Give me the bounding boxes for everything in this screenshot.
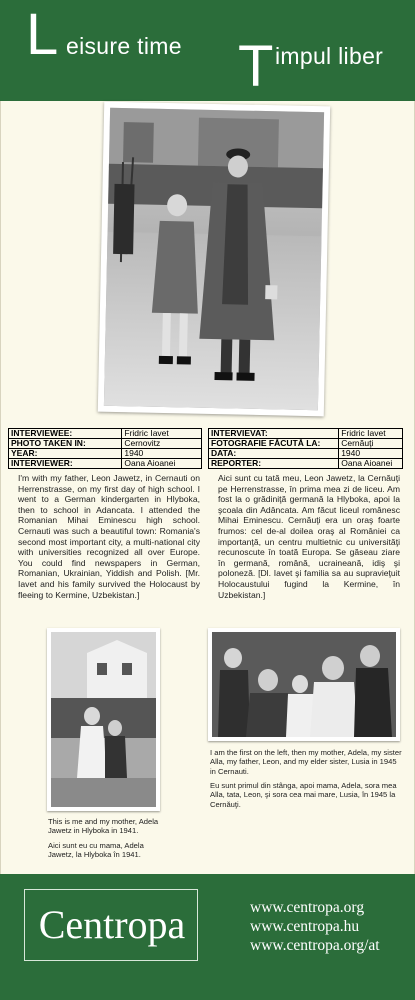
- photo-mother-son: [47, 628, 160, 811]
- info-value: Fridric Iavet: [122, 429, 202, 439]
- info-row: [9, 439, 202, 449]
- info-value: Cernăuţi: [339, 439, 403, 449]
- info-label: DATA:: [209, 449, 339, 459]
- info-label: INTERVIEWEE:: [9, 429, 122, 439]
- footer-banner: [0, 874, 415, 1000]
- title-en-text: eisure time: [66, 33, 182, 59]
- title-en-initial: L: [26, 2, 59, 67]
- info-value: 1940: [122, 449, 202, 459]
- info-label: REPORTER:: [209, 459, 339, 469]
- info-row: [9, 449, 202, 459]
- info-row: [209, 449, 403, 459]
- centropa-logo: Centropa: [38, 902, 186, 947]
- url-list: [250, 898, 410, 955]
- caption-photo-a-ro: Aici sunt eu cu mama, Adela Jawetz, la Hlyboka în 1941.: [48, 841, 144, 860]
- header-banner: [0, 0, 415, 101]
- main-photo: [98, 102, 330, 417]
- info-label: FOTOGRAFIE FĂCUTĂ LA:: [209, 439, 339, 449]
- info-label: PHOTO TAKEN IN:: [9, 439, 122, 449]
- title-ro-initial: T: [238, 34, 274, 99]
- story-text-en: I'm with my father, Leon Jawetz, in Cernauti on Herrenstrasse, on my first day of high school. I went to a German kindergarten in Hlyboka, then to school in Adancata. I attended the Romanian Mihai Eminescu high school. Cernauti was such a beautiful town: Romania's second most important city, a multi-national city with universities recognized all over Europe. You could find newspapers in German, Romanian, Ukrainian, Yiddish and Polish. [Mr. Iavet and his family survived the Holocaust by fleeing to Kermine, Uzbekistan.]: [18, 473, 200, 600]
- info-row: [209, 459, 403, 469]
- url-link[interactable]: www.centropa.org: [250, 899, 365, 916]
- info-table-en: [8, 428, 202, 469]
- info-row: [9, 429, 202, 439]
- info-value: 1940: [339, 449, 403, 459]
- url-link[interactable]: www.centropa.org/at: [250, 937, 380, 954]
- info-row: [9, 459, 202, 469]
- info-row: [209, 439, 403, 449]
- url-link[interactable]: www.centropa.hu: [250, 918, 360, 935]
- story-text-ro: Aici sunt cu tată meu, Leon Jawetz, la Cernăuţi pe Herrenstrasse, în prima mea zi de liceu. Am fost la o grădiniţă germană la Hlyboka, apoi la şcoala din Adâncata. Am făcut liceul românesc Mihai Eminescu. Cernăuţi era un oraş foarte frumos: cel de-al doilea oraş al României ca importanţă, un centru multietnic cu universităţi recunoscute în toată Europa. Se găseau ziare în germană, română, ucraineană, idiş şi poloneză. [Dl. Iavet şi familia sa au supravieţuit Holocaustului fugind la Kermine, în Uzbekistan.]: [218, 473, 400, 600]
- info-label: INTERVIEWER:: [9, 459, 122, 469]
- info-value: Fridric Iavet: [339, 429, 403, 439]
- info-label: YEAR:: [9, 449, 122, 459]
- info-value: Oana Aioanei: [339, 459, 403, 469]
- info-row: [209, 429, 403, 439]
- info-table-ro: [208, 428, 403, 469]
- caption-photo-a-en: This is me and my mother, Adela Jawetz in Hlyboka in 1941.: [48, 817, 159, 836]
- caption-photo-b-ro: Eu sunt primul din stânga, apoi mama, Adela, sora mea Alla, tata, Leon, şi sora cea mai mare, Lusia, în 1945 la Cernăuţi.: [210, 781, 397, 809]
- info-label: INTERVIEVAT:: [209, 429, 339, 439]
- centropa-logo-box: [24, 889, 198, 961]
- caption-photo-b-en: I am the first on the left, then my mother, Adela, my sister Alla, my father, Leon, and my elder sister, Lusia in 1945 in Cernauti.: [210, 748, 402, 776]
- title-ro-text: impul liber: [275, 43, 384, 69]
- info-value: Oana Aioanei: [122, 459, 202, 469]
- photo-family: [208, 628, 400, 741]
- info-value: Cernovitz: [122, 439, 202, 449]
